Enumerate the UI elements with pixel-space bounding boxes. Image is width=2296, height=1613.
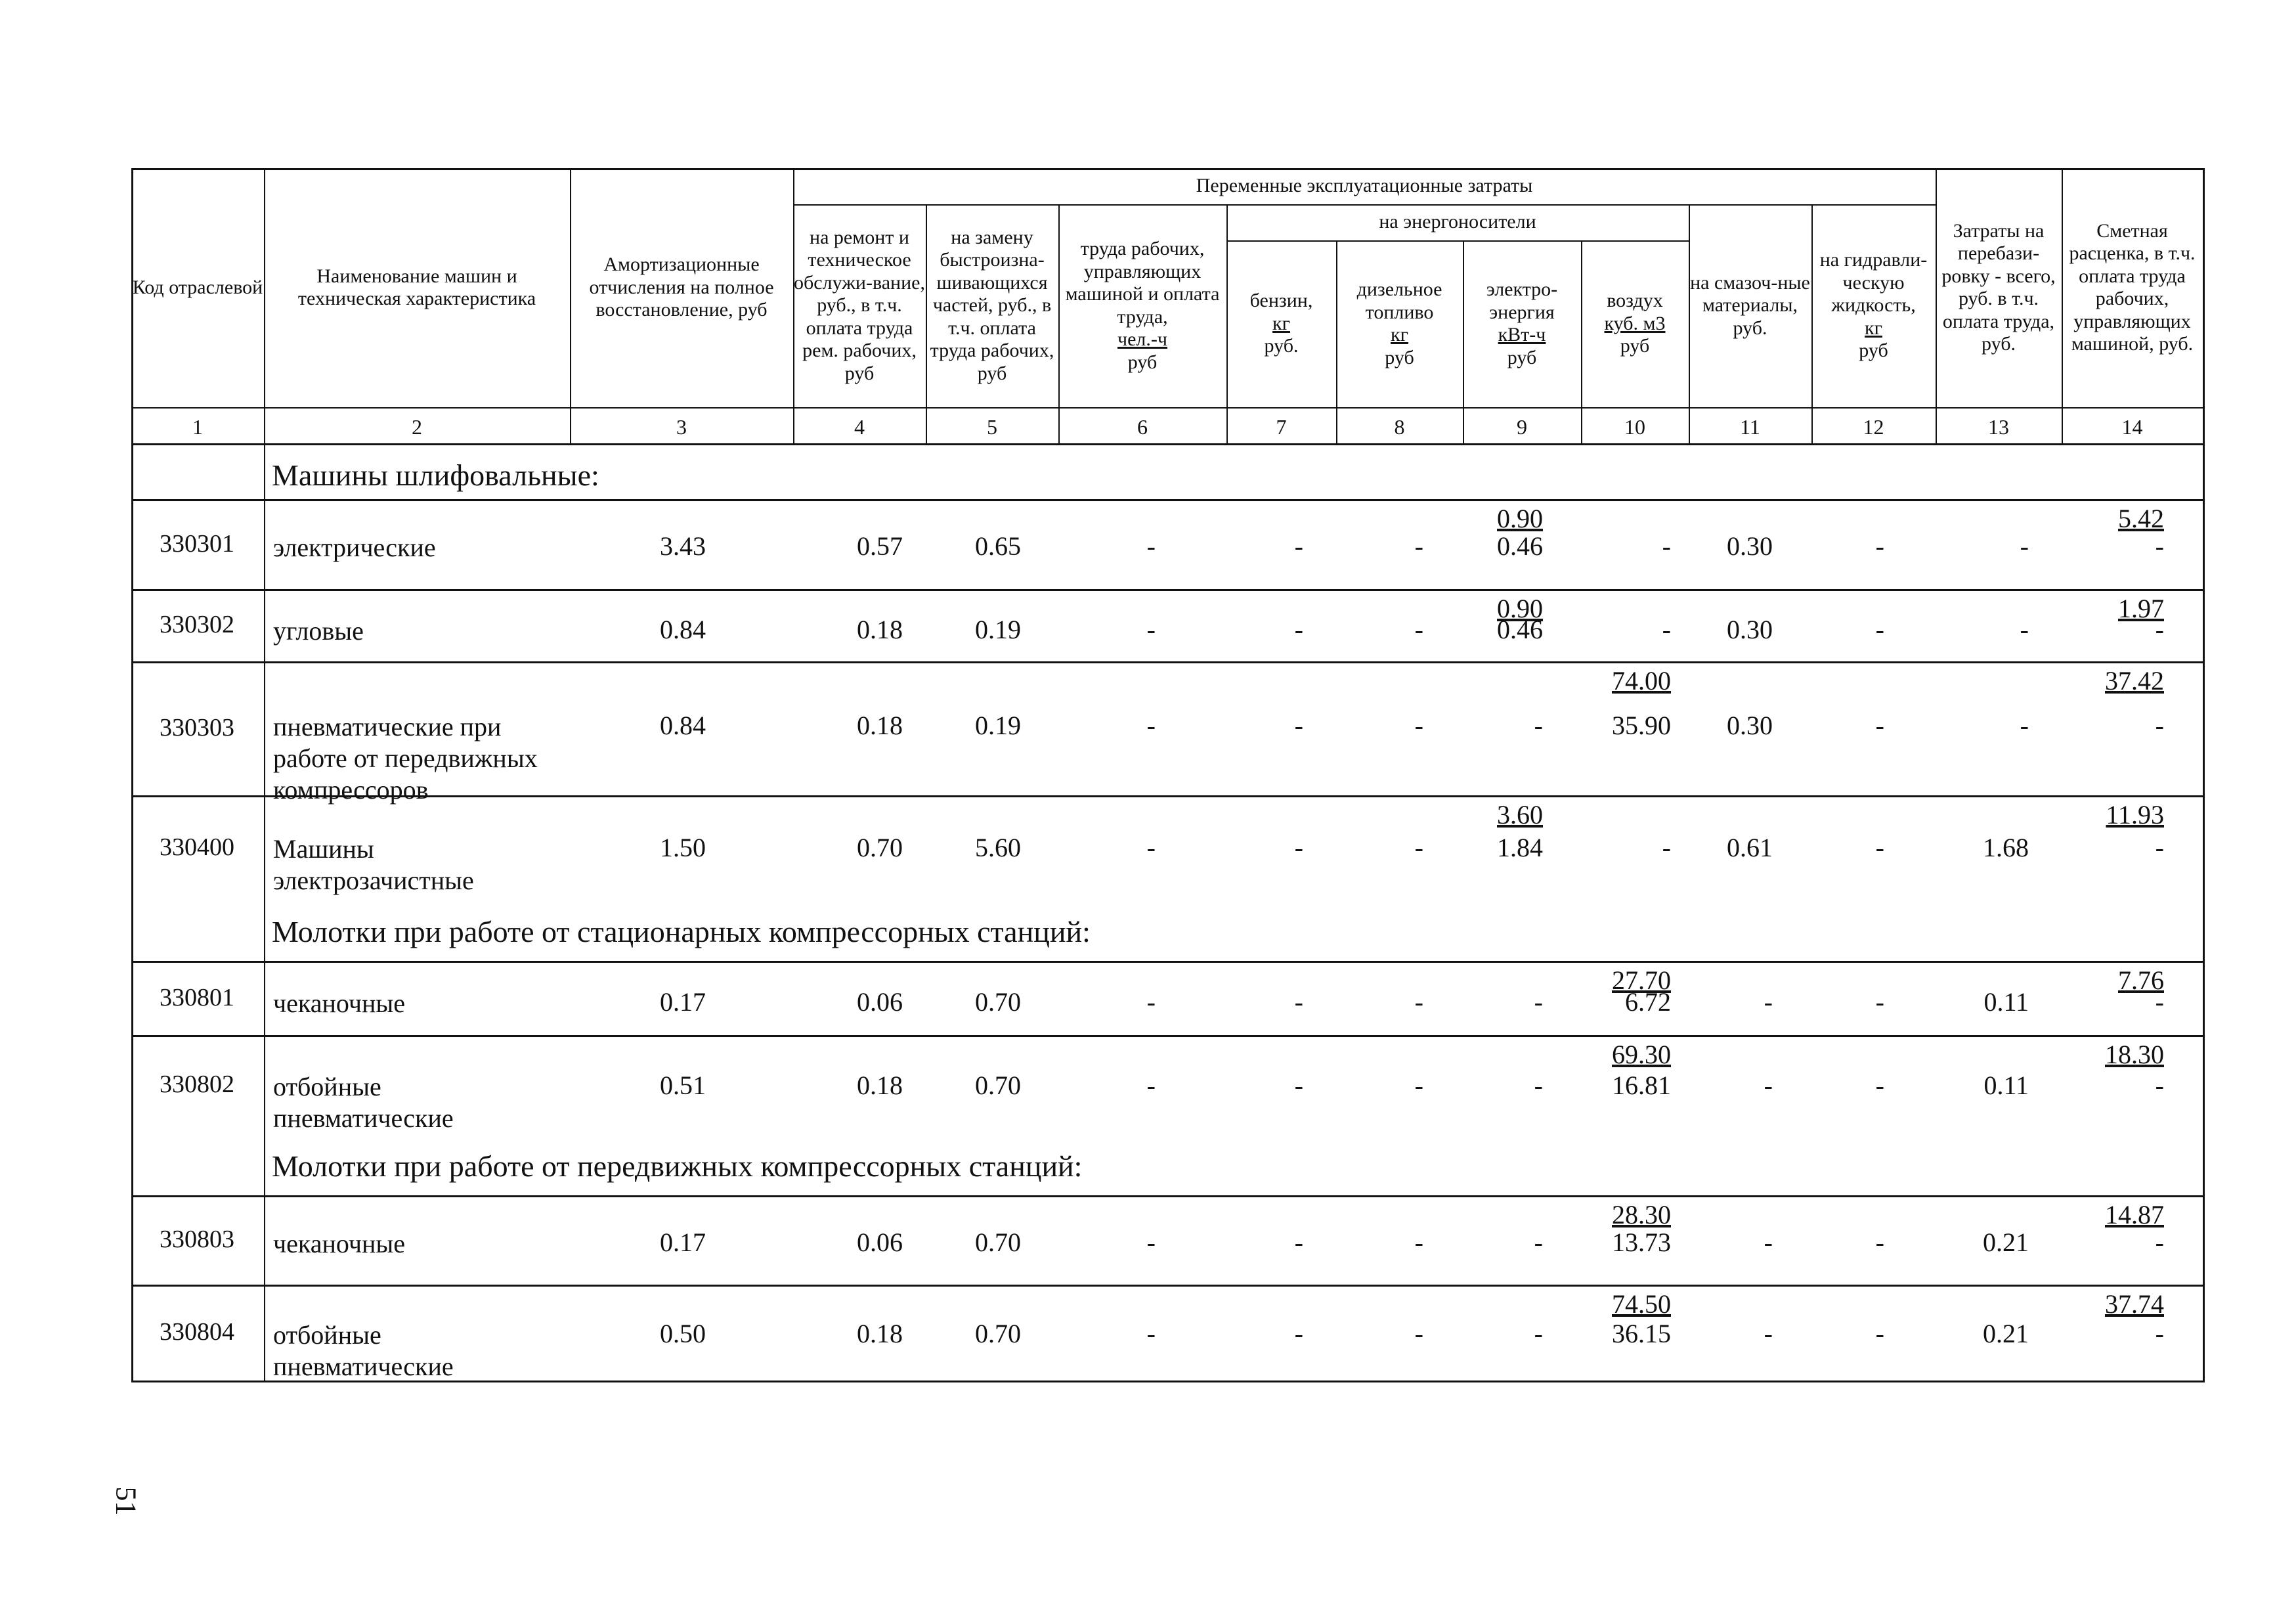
cell-c6: - [1146, 833, 1156, 862]
cell-c5: 0.70 [975, 1071, 1021, 1100]
cell-c10-top: 28.30 [1612, 1200, 1671, 1229]
cell-c13: - [2020, 711, 2029, 740]
cell-c14-top: 37.74 [2105, 1289, 2164, 1319]
cell-c7: - [1294, 711, 1303, 740]
cell-c4: 0.06 [857, 1227, 903, 1257]
cell-c11: - [1764, 1071, 1773, 1100]
cell-c13: - [2020, 615, 2029, 644]
header-variable-costs-text: Переменные эксплуатационные затраты [1196, 175, 1533, 197]
row-code: 330301 [160, 530, 234, 558]
row-code: 330303 [160, 714, 234, 741]
cell-c7: - [1294, 987, 1303, 1017]
cell-c14: - [2155, 711, 2164, 740]
cell-c13: 0.11 [1983, 1071, 2029, 1100]
cell-c3: 0.17 [660, 987, 706, 1017]
header-code-text: Код отраслевой [132, 276, 263, 298]
cell-c5: 0.19 [975, 615, 1021, 644]
header-relocation-text: Затраты на перебази-ровку - всего, руб. в т.ч. оплата труда, руб. [1941, 219, 2056, 355]
header-labor [1058, 204, 1226, 407]
cell-c12: - [1875, 1071, 1884, 1100]
column-number: 11 [1740, 415, 1760, 439]
cell-c6: - [1146, 1071, 1156, 1100]
cell-c9: - [1534, 1319, 1543, 1348]
header-amortization-text: Амортизационные отчисления на полное восстановление, руб [589, 254, 774, 321]
cell-c9: 0.46 [1497, 531, 1543, 561]
header-hydraulic-text: руб [1859, 340, 1888, 362]
cell-c12: - [1875, 1227, 1884, 1257]
column-number: 5 [987, 415, 997, 439]
cell-c10: 35.90 [1612, 711, 1671, 740]
cell-c4: 0.57 [857, 531, 903, 561]
cell-c9: - [1534, 987, 1543, 1017]
cell-c10: 16.81 [1612, 1071, 1671, 1100]
cell-c9: 0.46 [1497, 615, 1543, 644]
header-name [264, 168, 570, 407]
section-title: Машины шлифовальные: [272, 458, 599, 492]
body-col-line [264, 443, 265, 1381]
cell-c9: - [1534, 1227, 1543, 1257]
cell-c4: 0.18 [857, 1319, 903, 1348]
cell-c6: - [1146, 711, 1156, 740]
cell-c13: 0.21 [1983, 1319, 2029, 1348]
cell-c3: 0.50 [660, 1319, 706, 1348]
number-row-bottom-line [131, 443, 2203, 445]
cell-c14-top: 18.30 [2105, 1040, 2164, 1069]
cell-c10: - [1662, 531, 1671, 561]
cell-c8: - [1414, 1071, 1423, 1100]
cell-c10-top: 69.30 [1612, 1040, 1671, 1069]
cell-c4: 0.06 [857, 987, 903, 1017]
column-number: 7 [1276, 415, 1287, 439]
section-title: Молотки при работе от передвижных компрессорных станций: [272, 1149, 1083, 1183]
header-electricity-text: электро-энергия [1486, 278, 1558, 323]
column-number: 14 [2121, 415, 2143, 439]
cell-c9: - [1534, 711, 1543, 740]
section-bottom-line [131, 499, 2203, 501]
cell-c7: - [1294, 531, 1303, 561]
cell-c8: - [1414, 711, 1423, 740]
header-electricity [1463, 240, 1581, 407]
cell-c3: 3.43 [660, 531, 706, 561]
cell-c8: - [1414, 1319, 1423, 1348]
cell-c3: 1.50 [660, 833, 706, 862]
cell-c7: - [1294, 1319, 1303, 1348]
header-energy-text: на энергоносители [1379, 211, 1536, 233]
column-number: 6 [1137, 415, 1148, 439]
column-number: 10 [1624, 415, 1645, 439]
column-number: 2 [412, 415, 422, 439]
cell-c5: 0.65 [975, 531, 1021, 561]
cell-c11: - [1764, 1227, 1773, 1257]
header-relocation [1936, 168, 2062, 407]
cell-c8: - [1414, 987, 1423, 1017]
cell-c14: - [2155, 1071, 2164, 1100]
row-code: 330802 [160, 1071, 234, 1098]
header-hydraulic-text: на гидравли-ческую жидкость, [1819, 249, 1928, 317]
header-parts [926, 204, 1058, 407]
cell-c10: 36.15 [1612, 1319, 1671, 1348]
cell-c12: - [1875, 1319, 1884, 1348]
cell-c6: - [1146, 987, 1156, 1017]
cell-c11: - [1764, 1319, 1773, 1348]
cell-c6: - [1146, 531, 1156, 561]
cell-c4: 0.18 [857, 1071, 903, 1100]
cell-c4: 0.70 [857, 833, 903, 862]
cell-c4: 0.18 [857, 711, 903, 740]
row-code: 330801 [160, 984, 234, 1011]
header-name-text: Наименование машин и техническая характеристика [297, 265, 536, 309]
header-code [131, 168, 264, 407]
cell-c5: 0.19 [975, 711, 1021, 740]
header-air-text: куб. м3 [1604, 312, 1666, 334]
row-name: отбойные пневматические [273, 1072, 454, 1133]
cell-c10: - [1662, 615, 1671, 644]
cell-c7: - [1294, 1071, 1303, 1100]
header-parts-text: на замену быстроизна-шивающихся частей, руб., в т.ч. оплата труда рабочих, руб [930, 226, 1054, 384]
cell-c5: 0.70 [975, 987, 1021, 1017]
row-code: 330302 [160, 611, 234, 638]
header-diesel-text: дизельное топливо [1356, 278, 1442, 323]
header-labor-text: руб [1127, 351, 1158, 373]
header-electricity-text: руб [1507, 346, 1537, 368]
row-code: 330804 [160, 1318, 234, 1346]
row-code: 330803 [160, 1226, 234, 1253]
cell-c10-top: 74.50 [1612, 1289, 1671, 1319]
cell-c12: - [1875, 833, 1884, 862]
cell-c14: - [2155, 531, 2164, 561]
row-name: отбойные пневматические [273, 1320, 454, 1381]
cell-c12: - [1875, 615, 1884, 644]
cell-c14-top: 11.93 [2106, 800, 2164, 829]
header-rate-text: Сметная расценка, в т.ч. оплата труда рабочих, управляющих машиной, руб. [2069, 219, 2196, 355]
cell-c14-top: 5.42 [2118, 504, 2164, 533]
header-diesel-text: руб [1385, 346, 1414, 368]
cell-c4: 0.18 [857, 615, 903, 644]
cell-c8: - [1414, 833, 1423, 862]
section-title: Молотки при работе от стационарных компрессорных станций: [272, 915, 1091, 948]
row-name: пневматические при работе от передвижных компрессоров [273, 712, 538, 805]
row-code: 330400 [160, 833, 234, 861]
header-amortization [570, 168, 793, 407]
row-separator [131, 661, 2203, 663]
cell-c10-top: 74.00 [1612, 666, 1671, 696]
header-diesel-text: кг [1391, 324, 1408, 345]
cell-c13: 1.68 [1983, 833, 2029, 862]
cell-c5: 0.70 [975, 1227, 1021, 1257]
cell-c12: - [1875, 711, 1884, 740]
cell-c14: - [2155, 1319, 2164, 1348]
header-air-text: воздух [1607, 290, 1663, 312]
cell-c11: 0.30 [1727, 711, 1773, 740]
cell-c9: - [1534, 1071, 1543, 1100]
column-number: 13 [1988, 415, 2009, 439]
row-name: чеканочные [273, 1229, 405, 1258]
cell-c9-top: 3.60 [1497, 800, 1543, 829]
header-petrol-text: бензин, [1249, 290, 1313, 312]
cell-c8: - [1414, 615, 1423, 644]
cell-c11: 0.61 [1727, 833, 1773, 862]
header-petrol [1226, 240, 1336, 407]
page-number: 51 [110, 1486, 142, 1516]
cell-c6: - [1146, 615, 1156, 644]
column-number: 3 [676, 415, 687, 439]
row-name: электрические [273, 533, 436, 562]
cell-c14-top: 7.76 [2118, 965, 2164, 995]
header-repair-text: на ремонт и техническое обслужи-вание, руб., в т.ч. оплата труда рем. рабочих, руб [794, 226, 925, 384]
cell-c7: - [1294, 615, 1303, 644]
cell-c11: - [1764, 987, 1773, 1017]
cell-c13: 0.11 [1983, 987, 2029, 1017]
row-name: Машины электрозачистные [273, 834, 474, 895]
cell-c3: 0.51 [660, 1071, 706, 1100]
cell-c14: - [2155, 987, 2164, 1017]
header-air [1581, 240, 1689, 407]
section-bottom-line [131, 961, 2203, 963]
header-hydraulic-text: кг [1865, 317, 1882, 339]
cell-c14-top: 1.97 [2118, 594, 2164, 623]
row-separator [131, 1035, 2203, 1037]
cell-c3: 0.17 [660, 1227, 706, 1257]
cell-c6: - [1146, 1227, 1156, 1257]
cell-c3: 0.84 [660, 615, 706, 644]
row-separator [131, 589, 2203, 591]
cell-c8: - [1414, 531, 1423, 561]
header-air-text: руб [1620, 335, 1650, 357]
header-electricity-text: кВт-ч [1498, 324, 1546, 345]
header-labor-text: труда рабочих, управляющих машиной и оплата труда, [1065, 238, 1220, 328]
cell-c9-top: 0.90 [1497, 594, 1543, 623]
table-right-border [2203, 168, 2205, 1382]
cell-c6: - [1146, 1319, 1156, 1348]
cell-c11: 0.30 [1727, 615, 1773, 644]
cell-c10: 6.72 [1625, 987, 1671, 1017]
column-number: 4 [854, 415, 865, 439]
cell-c14-top: 14.87 [2105, 1200, 2164, 1229]
cell-c13: - [2020, 531, 2029, 561]
column-number: 8 [1394, 415, 1405, 439]
row-separator [131, 1285, 2203, 1287]
cell-c7: - [1294, 833, 1303, 862]
cell-c10: 13.73 [1612, 1227, 1671, 1257]
cell-c7: - [1294, 1227, 1303, 1257]
row-name: угловые [273, 616, 364, 646]
column-number: 12 [1863, 415, 1884, 439]
header-bottom-line [131, 407, 2203, 409]
header-repair [793, 204, 926, 407]
cell-c11: 0.30 [1727, 531, 1773, 561]
header-labor-text: чел.-ч [1117, 328, 1167, 350]
cell-c5: 0.70 [975, 1319, 1021, 1348]
header-variable-costs [793, 168, 1936, 204]
header-lubricants [1689, 204, 1811, 407]
header-lubricants-text: на смазоч-ные материалы, руб. [1690, 271, 1810, 339]
cell-c5: 5.60 [975, 833, 1021, 862]
cell-c14-top: 37.42 [2105, 666, 2164, 696]
cell-c12: - [1875, 987, 1884, 1017]
header-energy [1226, 204, 1689, 240]
cell-c10-top: 27.70 [1612, 965, 1671, 995]
header-petrol-text: кг [1272, 312, 1290, 334]
cell-c12: - [1875, 531, 1884, 561]
cell-c14: - [2155, 615, 2164, 644]
header-rate [2062, 168, 2203, 407]
header-diesel [1336, 240, 1463, 407]
cell-c14: - [2155, 833, 2164, 862]
cell-c8: - [1414, 1227, 1423, 1257]
cell-c9-top: 0.90 [1497, 504, 1543, 533]
cell-c9: 1.84 [1497, 833, 1543, 862]
cell-c13: 0.21 [1983, 1227, 2029, 1257]
section-bottom-line [131, 1195, 2203, 1197]
header-petrol-text: руб. [1264, 335, 1299, 357]
header-hydraulic [1811, 204, 1936, 407]
column-number: 9 [1517, 415, 1527, 439]
cell-c3: 0.84 [660, 711, 706, 740]
cell-c14: - [2155, 1227, 2164, 1257]
row-name: чеканочные [273, 988, 405, 1018]
cell-c10: - [1662, 833, 1671, 862]
column-number: 1 [192, 415, 203, 439]
